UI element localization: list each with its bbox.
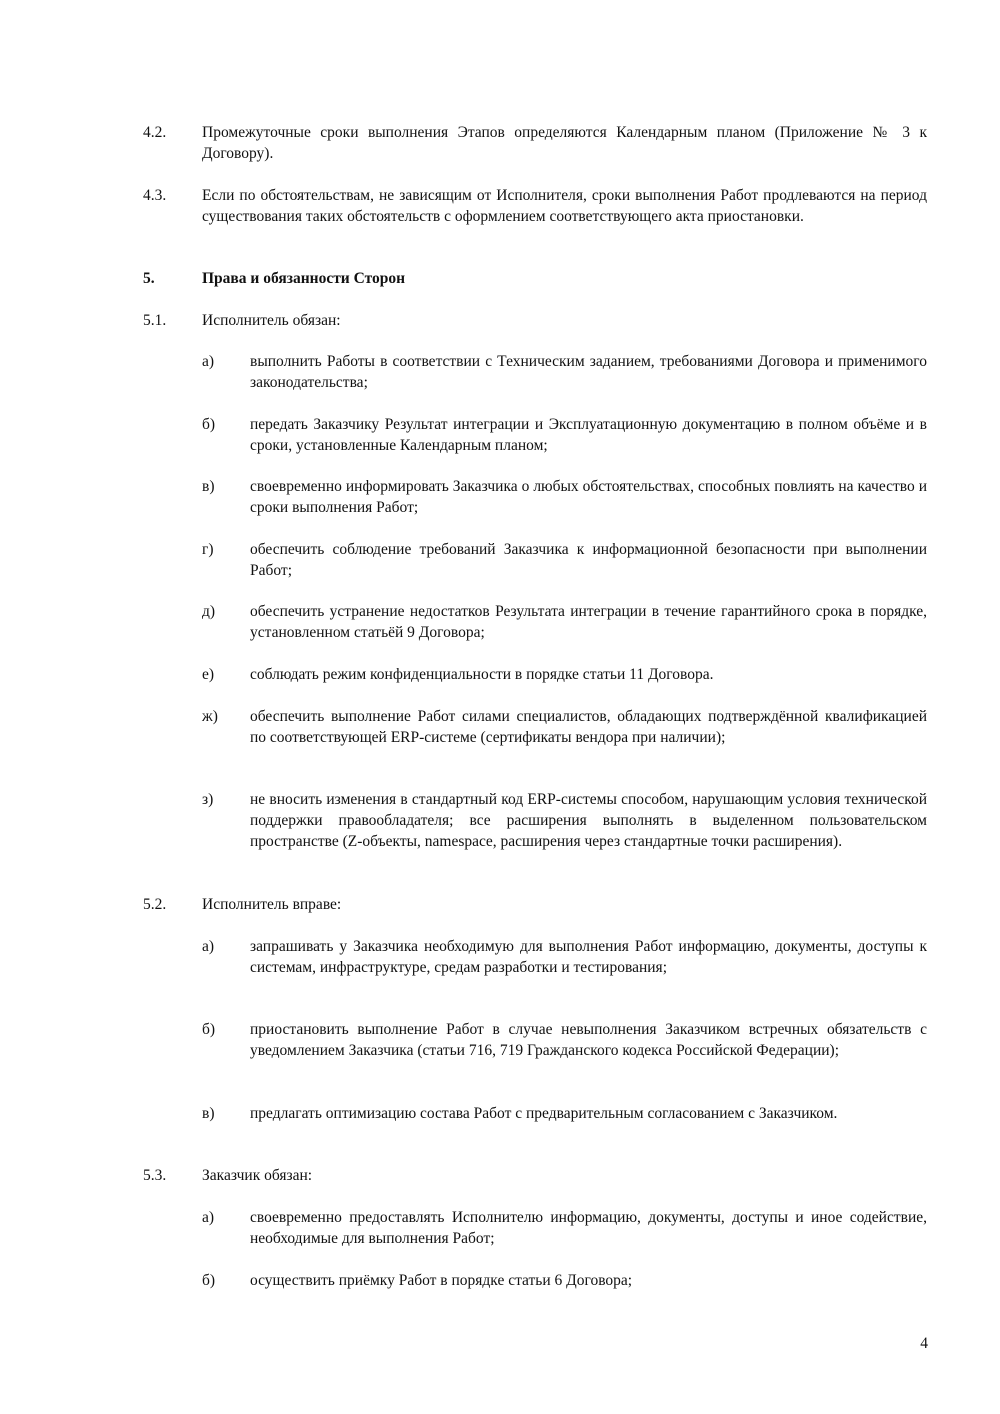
item-letter: а) — [202, 938, 215, 955]
item-letter: в) — [202, 1105, 215, 1122]
item-text: приостановить выполнение Работ в случае невыполнения Заказчиком встречных обязательств с уведомлением Заказчика (статьи 716, 719 Гражданского кодекса Российской Федерации); — [250, 1021, 927, 1059]
item-text: не вносить изменения в стандартный код ERP-системы способом, нарушающим условия технической поддержки правообладателя; все расширения выполнять в выделенном пользовательском пространстве (Z-объекты, namespace, расширения через стандартные точки расширения). — [250, 791, 927, 850]
clause-text: Заказчик обязан: — [202, 1167, 313, 1184]
item-letter: б) — [202, 1021, 216, 1038]
item-text: осуществить приёмку Работ в порядке статьи 6 Договора; — [250, 1272, 633, 1289]
item-text: передать Заказчику Результат интеграции и Эксплуатационную документацию в полном объёме и в сроки, установленные Календарным планом; — [250, 416, 927, 454]
item-letter: ж) — [202, 708, 218, 725]
clause-4-2 — [143, 122, 927, 164]
item-letter: а) — [202, 353, 215, 370]
list-item — [202, 1207, 927, 1249]
clause-text: Исполнитель вправе: — [202, 896, 342, 913]
list-item — [202, 601, 927, 643]
list-item — [202, 664, 927, 685]
list-item — [202, 706, 927, 748]
clause-5-1 — [143, 310, 927, 331]
item-text: обеспечить соблюдение требований Заказчика к информационной безопасности при выполнении Работ; — [250, 541, 927, 579]
item-text: выполнить Работы в соответствии с Техническим заданием, требованиями Договора и применимого законодательства; — [250, 353, 927, 391]
list-item — [202, 1270, 927, 1291]
section-number: 5. — [143, 270, 155, 287]
clause-text: Исполнитель обязан: — [202, 312, 341, 329]
item-letter: а) — [202, 1209, 215, 1226]
item-text: обеспечить выполнение Работ силами специалистов, обладающих подтверждённой квалификацией по соответствующей ERP-системе (сертификаты вендора при наличии); — [250, 708, 927, 746]
item-letter: б) — [202, 1272, 216, 1289]
page-number: 4 — [920, 1335, 928, 1352]
item-text: запрашивать у Заказчика необходимую для выполнения Работ информацию, документы, доступы к системам, инфраструктуре, средам разработки и тестирования; — [250, 938, 927, 976]
item-text: своевременно информировать Заказчика о любых обстоятельствах, способных повлиять на качество и сроки выполнения Работ; — [250, 478, 927, 516]
clause-number: 5.1. — [143, 312, 167, 329]
item-text: предлагать оптимизацию состава Работ с предварительным согласованием с Заказчиком. — [250, 1105, 838, 1122]
item-letter: г) — [202, 541, 214, 558]
clause-5-2 — [143, 894, 927, 915]
clause-number: 5.3. — [143, 1167, 167, 1184]
item-letter: д) — [202, 603, 216, 620]
clause-4-3 — [143, 185, 927, 227]
section-title: Права и обязанности Сторон — [202, 270, 406, 287]
list-item — [202, 1103, 927, 1124]
list-item — [202, 539, 927, 581]
section-5-heading — [143, 268, 927, 289]
item-text: соблюдать режим конфиденциальности в порядке статьи 11 Договора. — [250, 666, 714, 683]
list-item — [202, 936, 927, 978]
list-item — [202, 789, 927, 852]
item-text: своевременно предоставлять Исполнителю информацию, документы, доступы и иное содействие, необходимые для выполнения Работ; — [250, 1209, 927, 1247]
clause-text: Если по обстоятельствам, не зависящим от Исполнителя, сроки выполнения Работ продлеваются на период существования таких обстоятельств с оформлением соответствующего акта приостановки. — [202, 187, 927, 225]
item-letter: в) — [202, 478, 215, 495]
clause-number: 4.2. — [143, 124, 167, 141]
clause-number: 4.3. — [143, 187, 167, 204]
item-letter: е) — [202, 666, 215, 683]
list-item — [202, 351, 927, 393]
clause-number: 5.2. — [143, 896, 167, 913]
clause-5-3 — [143, 1165, 927, 1186]
item-letter: з) — [202, 791, 214, 808]
list-item — [202, 476, 927, 518]
list-item — [202, 414, 927, 456]
clause-text: Промежуточные сроки выполнения Этапов определяются Календарным планом (Приложение № 3 к Договору). — [202, 124, 927, 162]
item-letter: б) — [202, 416, 216, 433]
list-item — [202, 1019, 927, 1061]
item-text: обеспечить устранение недостатков Результата интеграции в течение гарантийного срока в порядке, установленном статьёй 9 Договора; — [250, 603, 927, 641]
